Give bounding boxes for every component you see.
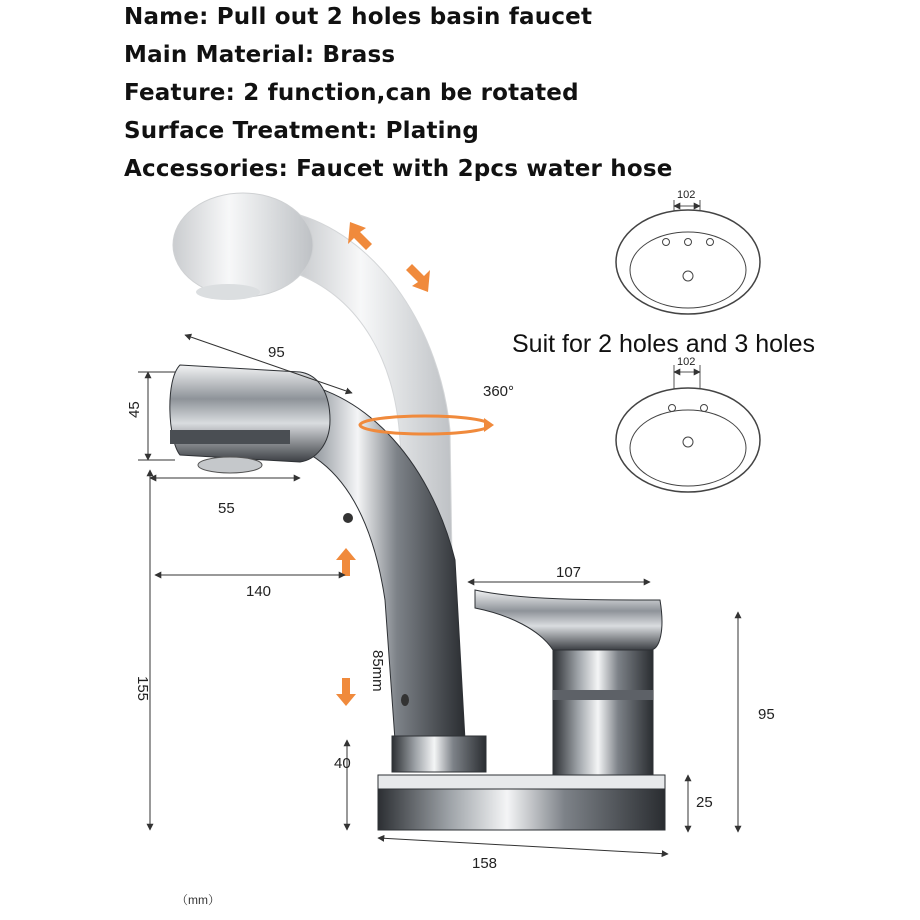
spec-name: Name: Pull out 2 holes basin faucet	[124, 4, 593, 30]
unit-label: （mm）	[176, 893, 220, 907]
rotation-arrow-icon	[484, 418, 494, 432]
dim-rotation: 360°	[483, 383, 515, 400]
dim-head-width: 55	[218, 500, 235, 517]
spec-material: Main Material: Brass	[124, 42, 396, 68]
hole-spacing-bottom: 102	[677, 356, 696, 368]
dim-base-width: 158	[472, 855, 498, 872]
dim-spout-reach: 140	[246, 583, 272, 600]
hole-spacing-top: 102	[677, 189, 696, 201]
spec-feature: Feature: 2 function,can be rotated	[124, 80, 579, 106]
basin-three-holes	[616, 189, 760, 314]
dim-pull-length: 85mm	[369, 650, 386, 692]
suit-text: Suit for 2 holes and 3 holes	[512, 330, 815, 358]
dim-total-height: 155	[134, 676, 151, 702]
pull-arrow-up-icon	[336, 548, 356, 576]
spec-surface: Surface Treatment: Plating	[124, 118, 479, 144]
spec-accessories: Accessories: Faucet with 2pcs water hose	[124, 156, 673, 182]
dim-handle-height: 95	[758, 706, 775, 723]
dim-base-plate-height: 25	[696, 794, 713, 811]
dim-handle-reach: 107	[556, 564, 582, 581]
tilt-arrow-down-icon	[406, 264, 430, 292]
pull-arrow-down-icon	[336, 678, 356, 706]
dim-head-length: 95	[268, 344, 285, 361]
dim-head-height: 45	[126, 401, 143, 418]
basin-two-holes	[616, 356, 760, 492]
dim-base-height: 40	[334, 755, 351, 772]
